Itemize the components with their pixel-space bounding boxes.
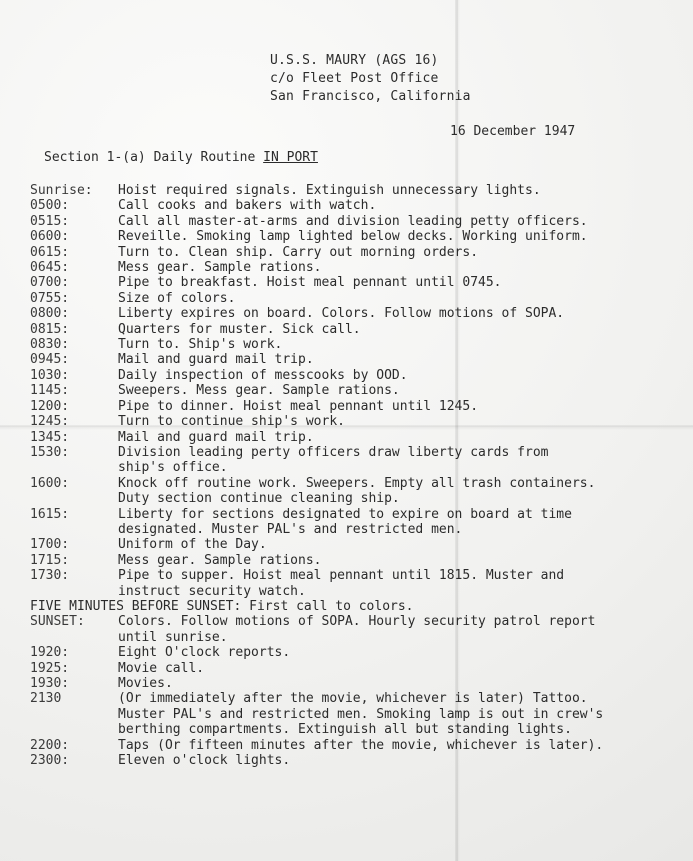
schedule-text: (Or immediately after the movie, whichever is later) Tattoo. Muster PAL's and restricted men. Smoking lamp is out in crew's berthing compartments. Extinguish all but standing lights.: [118, 691, 604, 738]
schedule-time: 1030:: [30, 367, 70, 383]
schedule-text: Colors. Follow motions of SOPA. Hourly security patrol report until sunrise.: [118, 614, 596, 645]
schedule-entry: [30, 430, 660, 445]
schedule-text: Sweepers. Mess gear. Sample rations.: [118, 383, 400, 399]
schedule-entry: [30, 352, 660, 367]
schedule-time: 2200:: [30, 737, 70, 753]
schedule-text: Call cooks and bakers with watch.: [118, 198, 377, 214]
five-minutes-before-sunset: FIVE MINUTES BEFORE SUNSET: First call to colors.: [30, 598, 414, 614]
schedule-entry: [30, 553, 660, 568]
schedule-text: Eight O'clock reports.: [118, 645, 291, 661]
schedule-time: Sunrise:: [30, 183, 93, 198]
schedule-time: 2300:: [30, 753, 70, 769]
schedule-text: Mess gear. Sample rations.: [118, 260, 322, 276]
schedule-time: 1920:: [30, 645, 70, 661]
schedule-entry: [30, 229, 660, 244]
schedule-text: Uniform of the Day.: [118, 537, 267, 553]
schedule-entry: [30, 275, 660, 290]
schedule-entry: [30, 306, 660, 321]
schedule-entry: [30, 260, 660, 275]
schedule-entry: [30, 645, 660, 660]
schedule-entry: [30, 337, 660, 352]
schedule-text: Daily inspection of messcooks by OOD.: [118, 367, 408, 383]
schedule-time: 1200:: [30, 398, 70, 414]
schedule-time: 1930:: [30, 676, 70, 691]
letterhead-line-3: San Francisco, California: [270, 89, 471, 104]
schedule-time: 0515:: [30, 213, 70, 229]
schedule-entry: [30, 691, 660, 737]
schedule-text: Liberty expires on board. Colors. Follow motions of SOPA.: [118, 306, 565, 322]
schedule-time: 0700:: [30, 275, 70, 291]
schedule-text: Size of colors.: [118, 290, 236, 306]
letterhead: [270, 52, 471, 106]
schedule-time: 0500:: [30, 198, 70, 214]
schedule-text: Eleven o'clock lights.: [118, 753, 291, 769]
schedule-entry: [30, 445, 660, 476]
schedule-time: 1245:: [30, 414, 70, 430]
schedule-text: Mess gear. Sample rations.: [118, 552, 322, 568]
schedule-text: Pipe to breakfast. Hoist meal pennant until 0745.: [118, 275, 502, 291]
document-date: 16 December 1947: [450, 124, 576, 139]
schedule-time: 1925:: [30, 660, 70, 676]
schedule-text: Knock off routine work. Sweepers. Empty all trash containers. Duty section continue cleaning ship.: [118, 475, 596, 507]
schedule-entry: [30, 738, 660, 753]
schedule-entry: [30, 676, 660, 691]
section-title-underlined: IN PORT: [263, 150, 318, 165]
schedule-text: Movie call.: [118, 660, 205, 676]
schedule-entry: [30, 661, 660, 676]
letterhead-line-2: c/o Fleet Post Office: [270, 71, 439, 86]
schedule-time: SUNSET:: [30, 614, 85, 630]
schedule-entry: [30, 399, 660, 414]
schedule-entry: [30, 291, 660, 306]
schedule-time: 1615:: [30, 506, 70, 522]
section-title: [44, 150, 318, 165]
schedule-text: Turn to. Ship's work.: [118, 337, 283, 353]
schedule-time: 1730:: [30, 568, 70, 584]
schedule-time: 0815:: [30, 321, 70, 337]
schedule-time: 1345:: [30, 429, 70, 445]
schedule-time: 1700:: [30, 537, 70, 553]
schedule-text: Pipe to supper. Hoist meal pennant until 1815. Muster and instruct security watch.: [118, 568, 565, 599]
schedule-entry: [30, 245, 660, 260]
schedule-time: 0800:: [30, 306, 70, 322]
schedule-entry: [30, 476, 660, 507]
schedule-text: Quarters for muster. Sick call.: [118, 321, 361, 337]
schedule-entry: [30, 322, 660, 337]
schedule-entry: [30, 368, 660, 383]
schedule-time: 1145:: [30, 383, 70, 399]
schedule-time: 2130: [30, 691, 62, 707]
schedule-entry: [30, 614, 660, 645]
schedule-entry: [30, 537, 660, 552]
schedule-time: 0755:: [30, 290, 70, 306]
schedule-time: 1600:: [30, 475, 70, 491]
schedule-text: Movies.: [118, 676, 173, 691]
schedule-time: 0945:: [30, 352, 70, 368]
section-title-prefix: Section 1-(a) Daily Routine: [44, 150, 264, 165]
schedule-entry: [30, 507, 660, 538]
schedule-text: Reveille. Smoking lamp lighted below decks. Working uniform.: [118, 229, 588, 245]
schedule-text: Turn to. Clean ship. Carry out morning orders.: [118, 244, 479, 260]
schedule-time: 1715:: [30, 552, 70, 568]
schedule-text: Mail and guard mail trip.: [118, 429, 314, 445]
schedule-text: Hoist required signals. Extinguish unnecessary lights.: [118, 183, 541, 198]
schedule-entry: [30, 214, 660, 229]
schedule-text: Liberty for sections designated to expire on board at time designated. Muster PAL's and restricted men.: [118, 506, 572, 537]
schedule-text: Call all master-at-arms and division leading petty officers.: [118, 213, 588, 229]
schedule-entry: [30, 414, 660, 429]
schedule-time: 0615:: [30, 244, 70, 260]
schedule-text: Division leading perty officers draw liberty cards from ship's office.: [118, 444, 549, 476]
schedule-time: 0645:: [30, 260, 70, 276]
schedule-entry: [30, 568, 660, 599]
letterhead-line-1: U.S.S. MAURY (AGS 16): [270, 53, 439, 68]
schedule-entry: [30, 753, 660, 768]
schedule-text: Mail and guard mail trip.: [118, 352, 314, 368]
schedule-text: Pipe to dinner. Hoist meal pennant until 1245.: [118, 398, 479, 414]
daily-routine-schedule: [30, 183, 660, 768]
schedule-text: Taps (Or fifteen minutes after the movie, whichever is later).: [118, 737, 604, 753]
schedule-entry: [30, 183, 660, 198]
schedule-entry: [30, 198, 660, 213]
schedule-text: Turn to continue ship's work.: [118, 414, 345, 430]
schedule-time: 0600:: [30, 229, 70, 245]
schedule-time: 0830:: [30, 337, 70, 353]
schedule-time: 1530:: [30, 444, 70, 460]
schedule-entry: [30, 383, 660, 398]
